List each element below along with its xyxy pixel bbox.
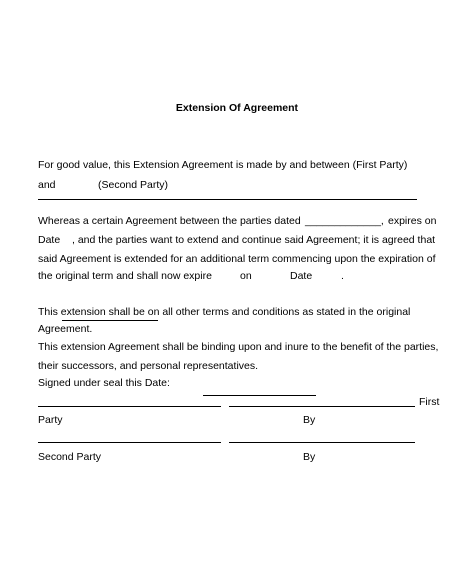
terms-text: This extension shall be on all other terms and conditions as stated in the original	[38, 306, 411, 318]
and-label: and	[38, 179, 56, 191]
intro-line: For good value, this Extension Agreement is made by and between (First Party)	[38, 159, 408, 171]
second-party-by-line	[229, 442, 415, 443]
first-party-signature-line	[38, 406, 221, 407]
extended-text: said Agreement is extended for an additional term commencing upon the expiration of	[38, 253, 436, 265]
agreement-text: Agreement.	[38, 323, 93, 335]
period: .	[341, 270, 344, 282]
first-label: First	[419, 396, 440, 408]
second-party-label-sig: Second Party	[38, 451, 102, 463]
expires-on-text: expires on	[388, 215, 437, 227]
whereas-text: Whereas a certain Agreement between the parties dated	[38, 215, 301, 227]
successors-text: their successors, and personal representatives.	[38, 360, 259, 372]
signed-text: Signed under seal this Date:	[38, 377, 170, 389]
first-party-by-line	[229, 406, 415, 407]
binding-text: This extension Agreement shall be binding upon and inure to the benefit of the parties,	[38, 341, 439, 353]
by-label-1: By	[303, 414, 316, 426]
expire-text: the original term and shall now expire	[38, 270, 212, 282]
seal-date-line	[203, 395, 316, 396]
document-title: Extension Of Agreement	[175, 102, 299, 114]
date-label-2: Date	[290, 270, 313, 282]
dated-blank: _____________,	[305, 215, 384, 227]
on-label: on	[240, 270, 252, 282]
second-party-signature-line	[38, 442, 221, 443]
extension-underline	[62, 320, 158, 321]
by-label-2: By	[303, 451, 316, 463]
extend-text: , and the parties want to extend and continue said Agreement; it is agreed that	[72, 234, 436, 246]
date-label-1: Date	[38, 234, 61, 246]
party-separator-rule	[38, 199, 417, 200]
party-label: Party	[38, 414, 63, 426]
second-party-label: (Second Party)	[98, 179, 169, 191]
